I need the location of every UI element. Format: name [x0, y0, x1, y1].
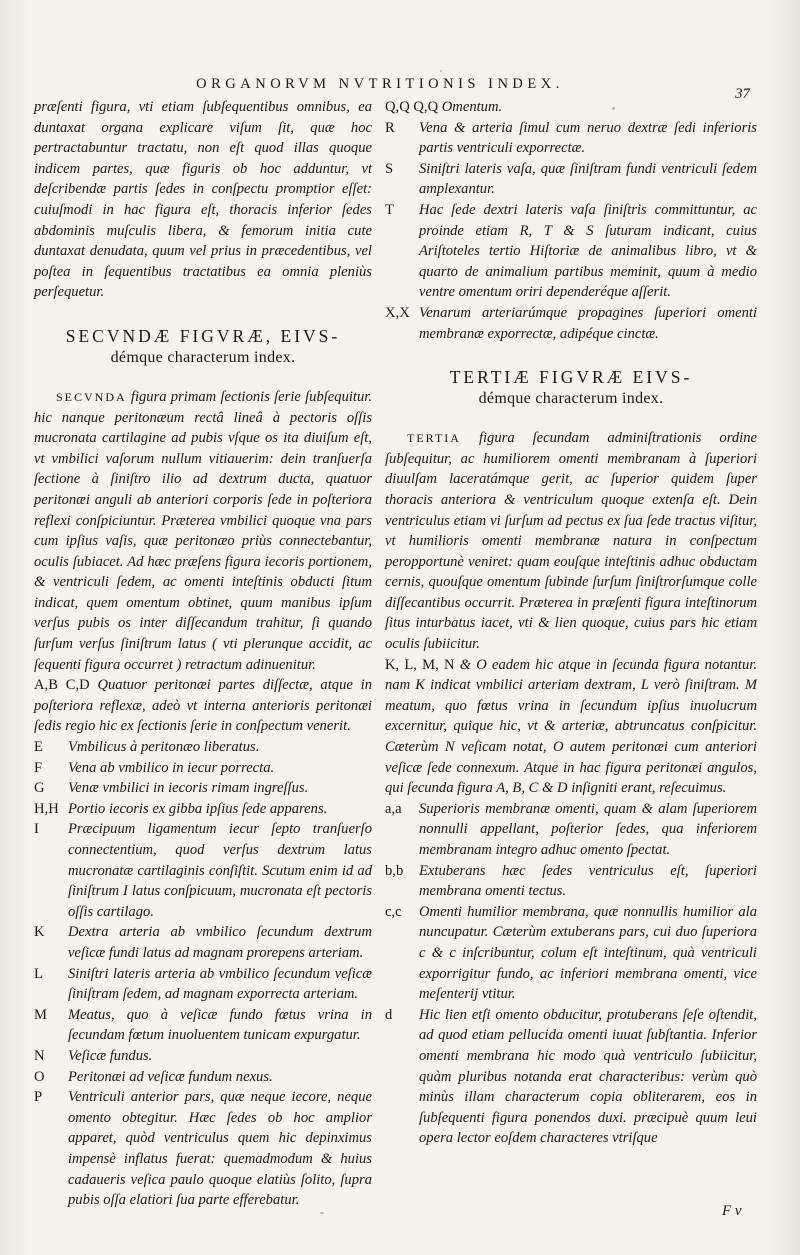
- third-figure-paragraph: [385, 428, 757, 655]
- legend-key: S: [385, 160, 394, 177]
- legend-entry: [385, 159, 757, 200]
- legend-entry: [385, 1005, 757, 1149]
- legend-entry: [34, 1067, 372, 1088]
- legend-text: Ventriculi anterior pars, quæ neque iecore, neque omento obtegitur. Hæc ſedes ob hoc amplior apparet, quòd ventriculus quem hic depinximus impensè inflatus fuerat: quemadmodum & huius cadaueris veſica paulo quoque elatiùs ſolito, ſupra pubis oſſa elatiori ſua parte efferebatur.: [68, 1089, 372, 1209]
- legend-text: Vena ab vmbilico in iecur porrecta.: [68, 759, 275, 776]
- legend-text: Extuberans hæc ſedes ventriculus eſt, ſuperiori membrana omenti tectus.: [419, 862, 757, 900]
- legend-key: O: [34, 1068, 45, 1085]
- lead-word: TERTIA: [407, 431, 461, 446]
- legend-key: H,H: [34, 800, 59, 817]
- second-figure-heading-sub: démque characterum index.: [110, 348, 296, 366]
- legend-entry: [34, 799, 372, 820]
- legend-entry: [34, 1087, 372, 1211]
- left-intro-paragraph: præſenti figura, vti etiam ſubſequentibus omnibus, ea duntaxat organa explicare viſum ſit, quæ hoc pertractabuntur tractatu, non eſt quod illas quoque indicem partes, quæ figuris ob hoc adduntur, vt deſcribendæ partis ſedes in conſpectu promptior eſſet: cuiuſmodi in hac figura eſt, thoracis inferior ſedes abdominis muſculis libera, & femorum initia cute duntaxat denudata, quum vel prius in præcedentibus, vel poſtea in ſequentibus tractatibus ea omnia pleniùs perſequetur.: [34, 99, 372, 301]
- legend-key: K, L, M, N: [385, 656, 460, 673]
- legend-entry: [385, 97, 757, 118]
- second-figure-heading: [34, 325, 372, 369]
- legend-key: d: [385, 1006, 393, 1023]
- legend-key: M: [34, 1006, 47, 1023]
- lead-word: SECVNDA: [56, 389, 127, 404]
- legend-text: Dextra arteria ab vmbilico ſecundum dextrum veſicæ fundi latus ad magnam prorepens arteriam.: [68, 924, 372, 961]
- legend-text: Hac ſede dextri lateris vaſa ſiniſtris committuntur, ac proinde etiam R, T & S ſuturam indicant, cuius Ariſtoteles tertio Hiſtoriæ de animalibus libro, vt & quarto de animalium partibus meminit, quum à medio ventre omentum oriri dependeréque aſſerit.: [419, 201, 757, 301]
- legend-key: I: [34, 821, 39, 838]
- legend-text: Siniſtri lateris arteria ab vmbilico ſecundum veſicæ ſiniſtram ſedem, ad magnam exporrecta arteriam.: [68, 965, 372, 1003]
- legend-key: R: [385, 119, 395, 136]
- second-figure-paragraph-text: figura primam ſectionis ſerie ſubſequitur. hic nanque peritonæum rectâ lineâ à pectoris oſſis mucronata cartilagine ad pubis vſque os ita diuiſum eſt, vt vmbilici vaſorum nullum vitiauerim: dein tranſuerſa ſectione à ſiniſtro ilio ad dextrum ducta, quatuor peritonæi anguli ab anteriori corporis ſede in poſteriora reflexi conſpiciuntur. Præterea vmbilici quoque vna pars cum ipſius vaſis, quæ peritonæo priùs connectebantur, oculis ſubiacet. Ad hæc præſens figura iecoris portionem, & ventriculi ſedem, ac omenti inteſtinis obducti ſitum indicat, quem omentum obtinet, quum manibus ipſum verſus pubis os inter diſſecandum trahitur, ſi quando ſurſum verſus ſiniſtrum latus ( vti plerunque accidit, ac ſequenti figura occurret ) retractum adinuenitur.: [34, 388, 372, 673]
- legend-key: P: [34, 1089, 43, 1106]
- legend-text: Omentum.: [441, 99, 503, 115]
- legend-text: & O eadem hic atque in ſecunda figura notantur. nam K indicat vmbilici arteriam dextram, L verò ſiniſtram. M meatum, quo fœtus vrina in ſecundum ipſius inuolucrum excernitur, quique hic, vt & arteriæ, abtruncatus conſpicitur. Cæterùm N veſicam notat, O autem peritonæi cum anteriori veſicæ ſede connexum. Atque in hac figura peritonæi angulos, qui ſecunda figura A, B, C & D inſigniti erant, reſecuimus.: [385, 656, 757, 797]
- legend-entry: [385, 118, 757, 159]
- legend-entry: [34, 778, 372, 799]
- legend-key: L: [34, 965, 43, 982]
- legend-entry: [34, 1046, 372, 1067]
- legend-text: Meatus, quo à veſicæ fundo fœtus vrina in ſecundam fœtum inuoluentem tunicam expurgatur.: [68, 1006, 372, 1044]
- running-header: ORGANORVM NVTRITIONIS INDEX.: [196, 76, 564, 92]
- legend-key: T: [385, 201, 394, 218]
- third-figure-heading-title: TERTIÆ FIGVRÆ EIVS-: [449, 367, 693, 388]
- paper-speck: [612, 107, 615, 110]
- legend-entry: [385, 861, 757, 902]
- right-legend-list: [385, 655, 757, 1149]
- second-figure-heading-title: SECVNDÆ FIGVRÆ, EIVS-: [65, 325, 341, 346]
- legend-key: E: [34, 739, 43, 756]
- left-legend-list: [34, 675, 372, 1210]
- legend-entry: [385, 902, 757, 1005]
- right-legend-list-top: [385, 97, 757, 344]
- legend-text: Venæ vmbilici in iecoris rimam ingreſſus.: [68, 780, 309, 797]
- legend-entry: [34, 1005, 372, 1046]
- legend-key: a,a: [385, 800, 402, 817]
- third-figure-heading: [385, 366, 757, 410]
- legend-text: Omenti humilior membrana, quæ nonnullis humilior ala nuncupatur. Cæterùm extuberans pars, cui duo ſuperiora c & c inſcribuntur, colum eſt inteſtinum, quà ventriculi exporrigitur fundo, ac inferiori membrana omenti, vice meſenterij vtitur.: [419, 903, 757, 1003]
- legend-entry: [385, 799, 757, 861]
- legend-key: X,X: [385, 304, 410, 321]
- legend-text: Siniſtri lateris vaſa, quæ ſiniſtram fundi ventriculi ſedem amplexantur.: [419, 160, 757, 198]
- second-figure-paragraph: [34, 387, 372, 675]
- third-figure-paragraph-text: figura ſecundam adminiſtrationis ordine ſubſequitur, ac humiliorem omenti membranam à ſuperiori diuulſam laceratámque gerit, ac ſuperior quidem ſuper thoracis anteriora & ventriculum quoque extenſa eſt. Dein ventriculus etiam vi ſurſum ad pectus ex ſua ſede tractus viſitur, vt humilioris omenti membranæ natura in conſpectum peropportunè veniret: quam eouſque inteſtinis adhuc obductam cernis, quouſque omentum ſubinde ſurſum ſiniſtrorſumque colle diſſecantibus occurrit. Præterea in præſenti figura inteſtinorum ſitus inturbatus iacet, vti & lien quoque, cuius pars hic etiam oculis ſubiicitur.: [385, 430, 757, 653]
- third-figure-heading-sub: démque characterum index.: [478, 390, 664, 408]
- paper-speck: [440, 70, 442, 72]
- legend-key: c,c: [385, 903, 402, 920]
- legend-key: Q,Q Q,Q: [385, 99, 442, 115]
- legend-entry: [34, 758, 372, 779]
- legend-text: Vmbilicus à peritonæo liberatus.: [68, 739, 260, 756]
- legend-text: Veſicæ fundus.: [68, 1047, 153, 1064]
- legend-text: Portio iecoris ex gibba ipſius ſede apparens.: [68, 800, 328, 817]
- legend-entry: [34, 819, 372, 922]
- paper-speck: [320, 1212, 324, 1214]
- legend-key: b,b: [385, 862, 404, 879]
- legend-text: Hic lien etſi omento obducitur, protuberans ſeſe oſtendit, ad quod etiam pellucida omenti iuuat ſubſtantia. Inferior omenti membrana hic modo quà ventriculo ſubiicitur, quàm pluribus notanda erat characteribus: verùm quò minùs illam characterum copia obliterarem, eos in ſubſequenti figura ponendos duxi. præcipuè quum leui opera lector eoſdem characteres vtriſque: [419, 1006, 757, 1147]
- legend-entry: [385, 200, 757, 303]
- legend-entry: [34, 922, 372, 963]
- legend-key: F: [34, 759, 43, 776]
- legend-text: Peritonæi ad veſicæ fundum nexus.: [68, 1068, 273, 1085]
- legend-text: Vena & arteria ſimul cum neruo dextræ ſedi inferioris partis ventriculi exporrectæ.: [419, 119, 757, 157]
- right-column: [385, 97, 757, 1149]
- legend-entry: [385, 303, 757, 344]
- legend-key: G: [34, 780, 45, 797]
- legend-entry: [34, 737, 372, 758]
- left-column: [34, 97, 372, 1211]
- legend-entry: [34, 675, 372, 737]
- legend-text: Venarum arteriarúmque propagines ſuperiori omenti membranæ exporrectæ, adipéque cinctæ.: [419, 304, 757, 342]
- legend-entry: [385, 655, 757, 799]
- legend-entry: [34, 964, 372, 1005]
- legend-text: Quatuor peritonæi partes diſſectæ, atque in poſteriora reflexæ, adeò vt interna anterioris peritonæi ſedis regio hic ex ſectionis ſerie in conſpectum venerit.: [34, 677, 372, 735]
- page-number: 37: [735, 86, 750, 102]
- catchword: F v: [722, 1203, 742, 1219]
- legend-key: A,B C,D: [34, 677, 98, 694]
- legend-key: K: [34, 924, 45, 941]
- legend-text: Superioris membranæ omenti, quam & alam ſuperiorem nonnulli appellant, poſterior ſedes, qua inferiorem membranam integro adhuc omento ſpectat.: [419, 800, 757, 858]
- legend-key: N: [34, 1047, 45, 1064]
- legend-text: Præcipuum ligamentum iecur ſepto tranſuerſo connectentium, quod verſus dextrum latus mucronatæ cartilaginis conſiſtit. Scutum enim id ad ſiniſtrum I latus conſpicuum, mucronata eſt pectoris oſſis cartilago.: [68, 821, 372, 920]
